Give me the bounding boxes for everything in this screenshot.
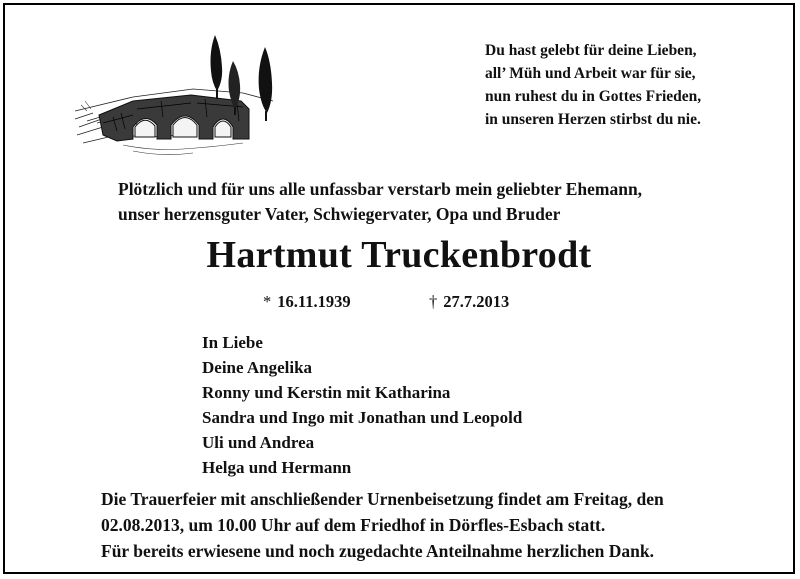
death-cross-icon: † <box>429 292 438 311</box>
mourners-list <box>202 330 522 480</box>
intro-line: unser herzensguter Vater, Schwiegervater, Opa und Bruder <box>118 204 561 224</box>
poem-line: in unseren Herzen stirbst du nie. <box>485 111 701 128</box>
mourner-line: In Liebe <box>202 333 263 352</box>
announcement-intro <box>118 177 642 227</box>
mourner-line: Helga und Hermann <box>202 458 352 477</box>
thanks-line: Für bereits erwiesene und noch zugedachte Anteilnahme herzlichen Dank. <box>101 541 655 561</box>
mourner-line: Ronny und Kerstin mit Katharina <box>202 383 451 402</box>
funeral-details <box>101 486 664 564</box>
memorial-poem <box>485 39 701 131</box>
poem-line: Du hast gelebt für deine Lieben, <box>485 42 697 59</box>
death-date-block <box>429 291 509 313</box>
death-date: 27.7.2013 <box>443 292 510 311</box>
mourner-line: Deine Angelika <box>202 358 313 377</box>
funeral-line: Die Trauerfeier mit anschließender Urnenbeisetzung findet am Freitag, den <box>101 489 664 509</box>
birth-star-icon: * <box>263 292 272 311</box>
poem-line: nun ruhest du in Gottes Frieden, <box>485 88 702 105</box>
poem-line: all’ Müh und Arbeit war für sie, <box>485 65 696 82</box>
birth-date-block <box>263 291 351 313</box>
mourner-line: Uli und Andrea <box>202 433 315 452</box>
deceased-name: Hartmut Truckenbrodt <box>206 234 592 276</box>
funeral-line: 02.08.2013, um 10.00 Uhr auf dem Friedhof in Dörfles-Esbach statt. <box>101 515 606 535</box>
mourner-line: Sandra und Ingo mit Jonathan und Leopold <box>202 408 523 427</box>
obituary-notice <box>3 3 795 574</box>
birth-date: 16.11.1939 <box>277 292 351 311</box>
bridge-cypress-illustration <box>73 31 278 161</box>
intro-line: Plötzlich und für uns alle unfassbar verstarb mein geliebter Ehemann, <box>118 179 643 199</box>
